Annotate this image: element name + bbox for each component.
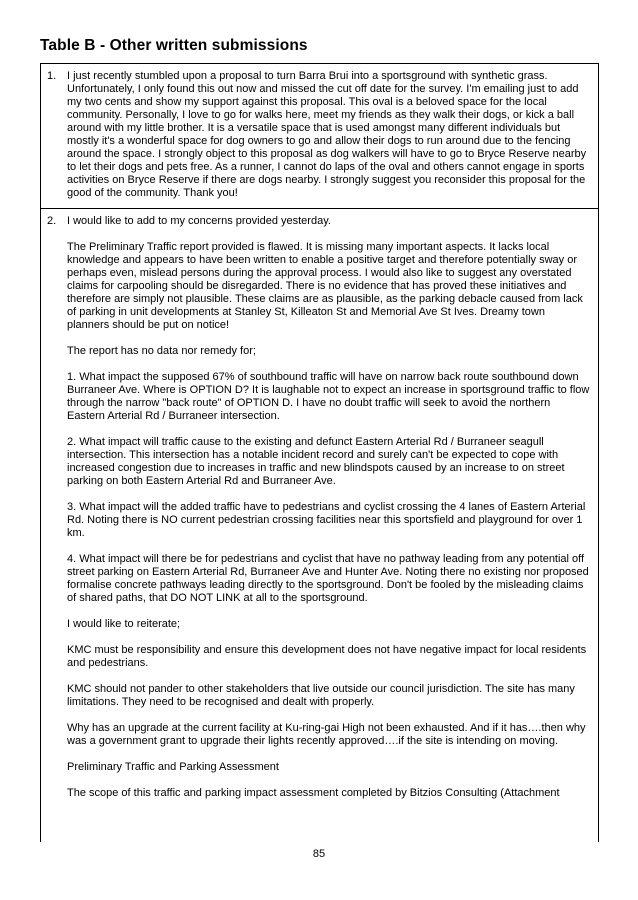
paragraph: The report has no data nor remedy for; <box>67 345 256 357</box>
paragraph: Why has an upgrade at the current facility at Ku-ring-gai High not been exhausted. And if it has….then why was a government grant to upgrade their lights recently approved….if the site is intending on moving. <box>67 722 586 747</box>
submission-text <box>67 64 598 208</box>
paragraph: The Preliminary Traffic report provided is flawed. It is missing many important aspects. It lacks local knowledge and appears to have been written to enable a positive target and therefore potentially sway or perhaps even, mislead persons during the approval process. I would also like to suggest any overstated claims for carpooling should be disregarded. There is no evidence that has proved these initiatives and therefore are simply not plausible. These claims are as plausible, as the parking debacle caused from lack of parking in unit developments at Stanley St, Killeaton St and Memorial Ave St Ives. Dreamy town planners should be put on notice! <box>67 241 583 331</box>
submissions-table <box>40 63 599 842</box>
paragraph: KMC should not pander to other stakeholders that live outside our council jurisdiction. The site has many limitations. They need to be recognised and dealt with properly. <box>67 683 575 708</box>
paragraph: I would like to reiterate; <box>67 618 181 630</box>
page-number: 85 <box>312 848 326 860</box>
table-heading: Table B - Other written submissions <box>40 37 308 54</box>
paragraph: I just recently stumbled upon a proposal to turn Barra Brui into a sportsground with synthetic grass. Unfortunately, I only found this out now and missed the cut off date for the survey. I'm emailing just to add my two cents and show my support against this proposal. This oval is a beloved space for the local community. Personally, I love to go for walks here, meet my friends as they walk their dogs, or kick a ball around with my little brother. It is a versatile space that is used amongst many different individuals but mostly it's a wonderful space for dog owners to go and allow their dogs to run around due to the fencing around the space. I strongly object to this proposal as dog walkers will have to go to Bryce Reserve nearby to let their dogs and pets free. As a runner, I cannot do laps of the oval and others cannot engage in sports activities on Bryce Reserve if there are dogs nearby. I strongly suggest you reconsider this proposal for the good of the community. Thank you! <box>67 70 587 199</box>
table-row <box>41 64 598 209</box>
submission-text <box>67 209 598 806</box>
paragraph: KMC must be responsibility and ensure this development does not have negative impact for local residents and pedestrians. <box>67 644 587 669</box>
paragraph: 3. What impact will the added traffic have to pedestrians and cyclist crossing the 4 lanes of Eastern Arterial Rd. Noting there is NO current pedestrian crossing facilities near this sportsfield and playground for over 1 km. <box>67 501 586 539</box>
paragraph: I would like to add to my concerns provided yesterday. <box>67 215 331 227</box>
paragraph: 2. What impact will traffic cause to the existing and defunct Eastern Arterial Rd / Burraneer seagull intersection. This intersection has a notable incident record and surely can't be expected to cope with increased congestion due to increases in traffic and new blindspots caused by an increase to on street parking on both Eastern Arterial Rd and Burraneer Ave. <box>67 436 565 487</box>
row-number: 2. <box>47 215 57 227</box>
paragraph: The scope of this traffic and parking impact assessment completed by Bitzios Consulting (Attachment <box>67 787 560 799</box>
paragraph: Preliminary Traffic and Parking Assessment <box>67 761 279 773</box>
row-number: 1. <box>47 70 57 82</box>
paragraph: 1. What impact the supposed 67% of southbound traffic will have on narrow back route southbound down Burraneer Ave. Where is OPTION D? It is laughable not to expect an increase in sportsground traffic to flow through the narrow "back route" of OPTION D. I have no doubt traffic will seek to avoid the northern Eastern Arterial Rd / Burraneer intersection. <box>67 371 590 422</box>
table-row <box>41 209 598 806</box>
paragraph: 4. What impact will there be for pedestrians and cyclist that have no pathway leading from any potential off street parking on Eastern Arterial Rd, Burraneer Ave and Hunter Ave. Noting there no existing nor proposed formalise concrete pathways leading directly to the sportsground. Don't be fooled by the misleading claims of shared paths, that DO NOT LINK at all to the sportsground. <box>67 553 589 604</box>
